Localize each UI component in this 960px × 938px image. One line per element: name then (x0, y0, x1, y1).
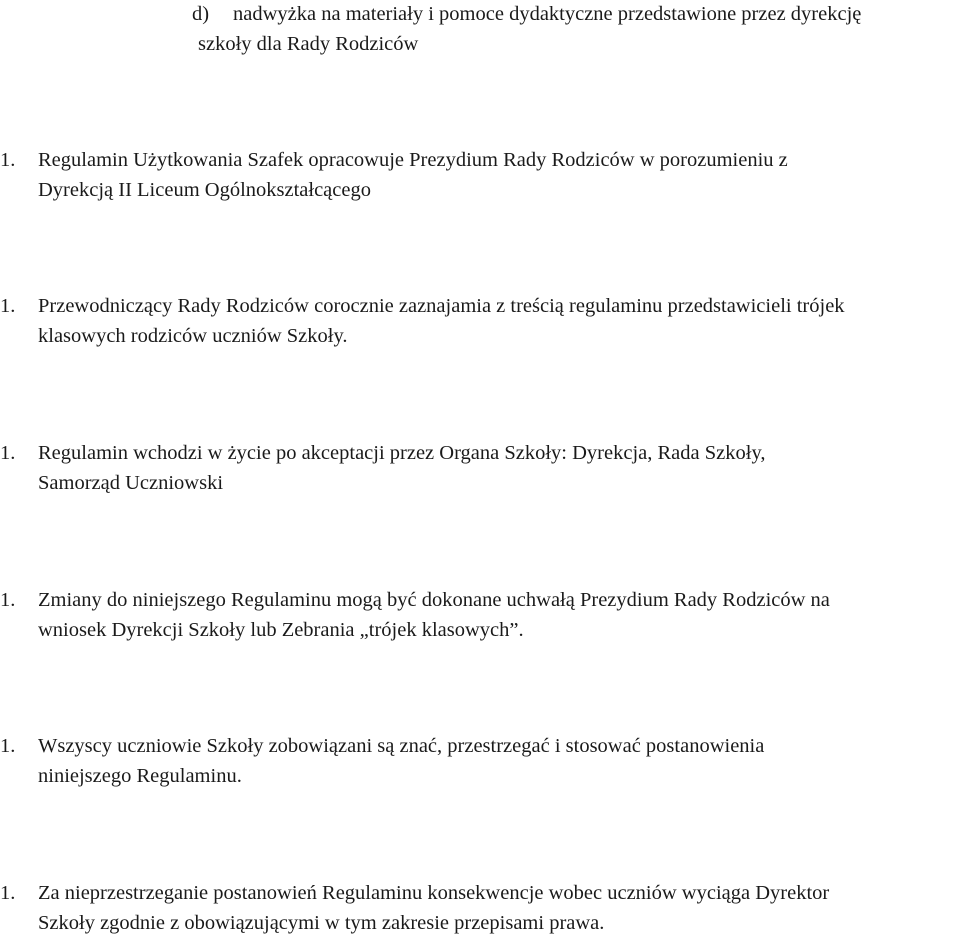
list-item (0, 731, 960, 791)
text-line: Regulamin Użytkowania Szafek opracowuje Prezydium Rady Rodziców w porozumieniu z (38, 149, 788, 171)
text-line: Szkoły zgodnie z obowiązującymi w tym zakresie przepisami prawa. (38, 912, 605, 934)
text-line: klasowych rodziców uczniów Szkoły. (38, 325, 348, 347)
list-item-text (0, 731, 960, 791)
text-line: niniejszego Regulaminu. (38, 765, 242, 787)
list-item (0, 585, 960, 645)
list-marker: 1. (0, 735, 16, 757)
text-line: wniosek Dyrekcji Szkoły lub Zebrania „trójek klasowych”. (38, 619, 524, 641)
text-line: nadwyżka na materiały i pomoce dydaktyczne przedstawione przez dyrekcję (233, 3, 862, 25)
list-item-text (0, 878, 960, 938)
list-marker: 1. (0, 882, 16, 904)
list-marker: 1. (0, 442, 16, 464)
list-marker: 1. (0, 589, 16, 611)
list-marker: 1. (0, 149, 16, 171)
list-item (0, 145, 960, 205)
list-item-text (192, 0, 960, 59)
list-item (0, 291, 960, 351)
list-item-text (0, 585, 960, 645)
list-item-text (0, 145, 960, 205)
text-line: Samorząd Uczniowski (38, 472, 224, 494)
text-line: Przewodniczący Rady Rodziców corocznie zaznajamia z treścią regulaminu przedstawicieli trójek (38, 295, 845, 317)
list-item-text (0, 291, 960, 351)
list-item (0, 878, 960, 938)
list-marker: d) (192, 3, 210, 25)
list-marker: 1. (0, 295, 16, 317)
list-item-text (0, 438, 960, 498)
text-line: Dyrekcją II Liceum Ogólnokształcącego (38, 179, 371, 201)
text-line: szkoły dla Rady Rodziców (198, 33, 419, 55)
text-line: Regulamin wchodzi w życie po akceptacji przez Organa Szkoły: Dyrekcja, Rada Szkoły, (38, 442, 766, 464)
text-line: Zmiany do niniejszego Regulaminu mogą być dokonane uchwałą Prezydium Rady Rodziców na (38, 589, 830, 611)
text-line: Za nieprzestrzeganie postanowień Regulaminu konsekwencje wobec uczniów wyciąga Dyrektor (38, 882, 830, 904)
list-item (0, 438, 960, 498)
text-line: Wszyscy uczniowie Szkoły zobowiązani są znać, przestrzegać i stosować postanowienia (38, 735, 765, 757)
list-item-d (192, 0, 960, 59)
